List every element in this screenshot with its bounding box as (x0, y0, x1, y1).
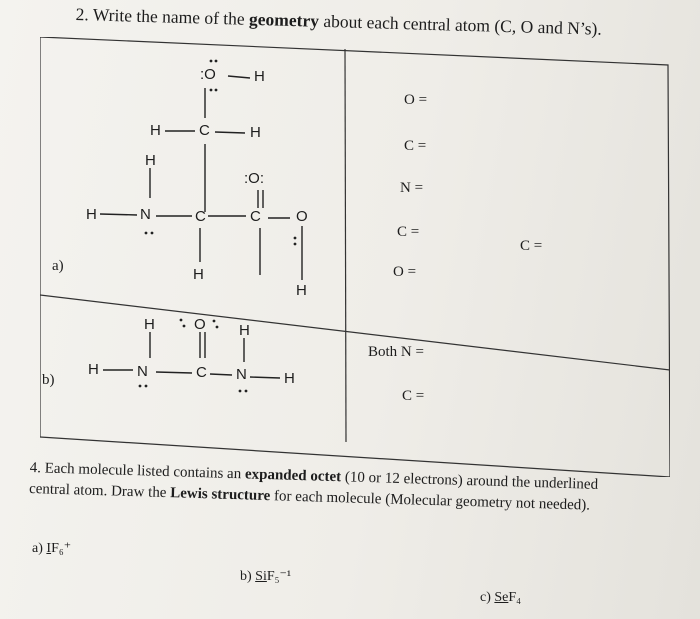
question-2-bold: geometry (248, 8, 320, 31)
atom-h-top-n1: H (144, 316, 155, 333)
atom-h-bottom-o: H (296, 282, 307, 299)
sub-question-a: a) IF₆⁺ (32, 541, 72, 556)
question-2-text: 2. Write the name of the (75, 4, 250, 29)
atom-h-top-n2: H (239, 322, 250, 339)
answer-both-n[interactable]: Both N = (368, 344, 424, 360)
atom-o-b: O (194, 316, 206, 333)
row-label-b: b) (42, 372, 55, 388)
atom-h-right-b: H (284, 370, 295, 387)
atom-n2: N (236, 366, 247, 383)
atom-c2: C (195, 208, 206, 225)
answer-c-right[interactable]: C = (520, 238, 543, 254)
answer-n-1[interactable]: N = (400, 180, 424, 196)
atom-h-bottom-c2: H (193, 266, 204, 283)
answer-o-2[interactable]: O = (393, 264, 417, 280)
atom-h-n: H (145, 152, 156, 169)
question-2-text-end: about each central atom (C, O and N’s). (318, 10, 603, 39)
atom-c1: C (199, 122, 210, 139)
atom-h-c1-left: H (150, 122, 161, 139)
row-label-a: a) (52, 258, 64, 274)
atom-c3: C (250, 208, 261, 225)
atom-n1: N (137, 363, 148, 380)
atom-o-right: O (296, 208, 308, 225)
answer-c-b[interactable]: C = (402, 388, 425, 404)
atom-o-double: :O: (244, 170, 265, 187)
atom-o-top: :O (200, 66, 216, 83)
atom-h-c1-right: H (250, 124, 261, 141)
question-4: 4. Each molecule listed contains an expanded octet (10 or 12 electrons) around the underlined central atom. Draw the Lewis structure for each molecule (Molecular geometry not needed). (28, 459, 599, 514)
sub-question-b: b) SiF₅⁻¹ (240, 569, 292, 584)
sub-question-c: c) SeF₄ (480, 590, 522, 605)
atom-h-left-b: H (88, 361, 99, 378)
atom-h-top-right: H (254, 68, 265, 85)
atom-n: N (140, 206, 151, 223)
answer-o-1[interactable]: O = (404, 92, 428, 108)
atom-c-b: C (196, 364, 207, 381)
answer-c-2[interactable]: C = (397, 224, 420, 240)
atom-h-left: H (86, 206, 97, 223)
answer-c-1[interactable]: C = (404, 138, 427, 154)
